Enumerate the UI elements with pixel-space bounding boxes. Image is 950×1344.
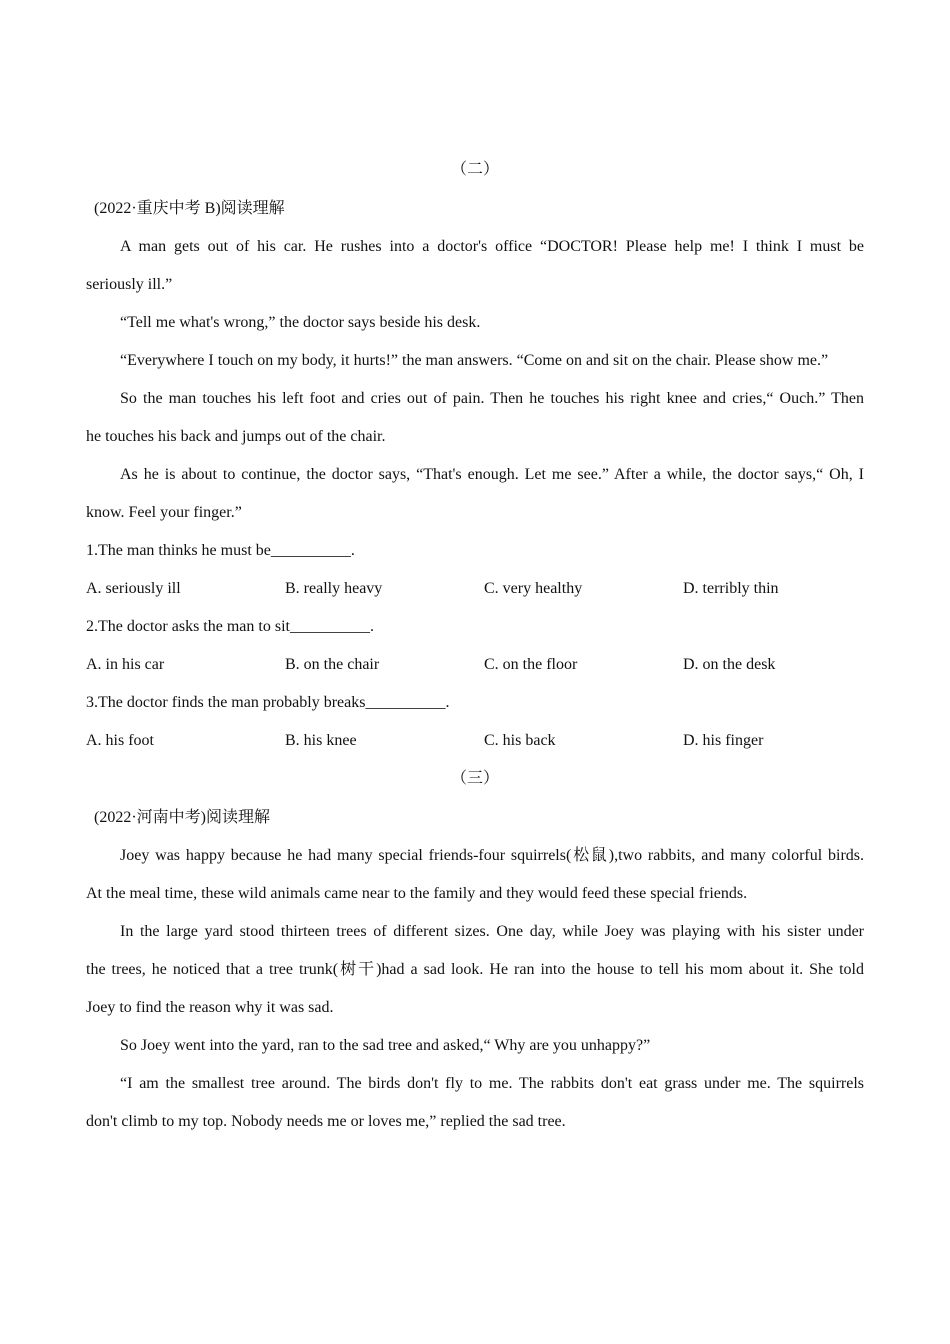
question-3-option-c: C. his back — [484, 732, 556, 749]
passage-3-p2-line2: the trees, he noticed that a tree trunk(树干)had a sad look. He ran into the house to tell his mom about it. She told — [86, 961, 864, 978]
passage-3-p1-line2: At the meal time, these wild animals came near to the family and they would feed these special friends. — [86, 885, 748, 902]
source-label-2: (2022·重庆中考 B)阅读理解 — [94, 200, 285, 217]
passage-2-p3: “Everywhere I touch on my body, it hurts!” the man answers. “Come on and sit on the chair. Please show me.” — [120, 352, 829, 369]
question-3-stem: 3.The doctor finds the man probably breaks__________. — [86, 694, 450, 711]
passage-3-p3: So Joey went into the yard, ran to the sad tree and asked,“ Why are you unhappy?” — [120, 1037, 651, 1054]
question-3-option-d: D. his finger — [683, 732, 764, 749]
passage-3-p1-line1: Joey was happy because he had many special friends-four squirrels(松鼠),two rabbits, and many colorful birds. — [120, 847, 864, 864]
question-1-stem: 1.The man thinks he must be__________. — [86, 542, 355, 559]
passage-2-p1-line2: seriously ill.” — [86, 276, 173, 293]
question-1-option-b: B. really heavy — [285, 580, 383, 597]
question-3-option-b: B. his knee — [285, 732, 357, 749]
section-heading-3: （三） — [450, 770, 499, 787]
passage-2-p2: “Tell me what's wrong,” the doctor says beside his desk. — [120, 314, 481, 331]
passage-3-p4-line1: “I am the smallest tree around. The birds don't fly to me. The rabbits don't eat grass under me. The squirrels — [120, 1075, 864, 1092]
question-2-option-d: D. on the desk — [683, 656, 776, 673]
question-2-stem: 2.The doctor asks the man to sit__________. — [86, 618, 374, 635]
passage-3-p2-line1: In the large yard stood thirteen trees of different sizes. One day, while Joey was playing with his sister under — [120, 923, 864, 940]
section-heading-2: （二） — [450, 161, 499, 178]
question-2-option-c: C. on the floor — [484, 656, 578, 673]
passage-3-p2-line3: Joey to find the reason why it was sad. — [86, 999, 334, 1016]
question-1-option-a: A. seriously ill — [86, 580, 181, 597]
source-label-3: (2022·河南中考)阅读理解 — [94, 809, 270, 826]
passage-2-p5-line1: As he is about to continue, the doctor says, “That's enough. Let me see.” After a while, the doctor says,“ Oh, I — [120, 466, 864, 483]
passage-2-p1-line1: A man gets out of his car. He rushes into a doctor's office “DOCTOR! Please help me! I think I must be — [120, 238, 864, 255]
question-1-option-c: C. very healthy — [484, 580, 583, 597]
passage-2-p4-line2: he touches his back and jumps out of the chair. — [86, 428, 386, 445]
passage-3-p4-line2: don't climb to my top. Nobody needs me or loves me,” replied the sad tree. — [86, 1113, 566, 1130]
passage-2-p4-line1: So the man touches his left foot and cries out of pain. Then he touches his right knee and cries,“ Ouch.” Then — [120, 390, 864, 407]
question-1-option-d: D. terribly thin — [683, 580, 779, 597]
passage-2-p5-line2: know. Feel your finger.” — [86, 504, 242, 521]
question-2-option-a: A. in his car — [86, 656, 165, 673]
question-3-option-a: A. his foot — [86, 732, 154, 749]
question-2-option-b: B. on the chair — [285, 656, 380, 673]
